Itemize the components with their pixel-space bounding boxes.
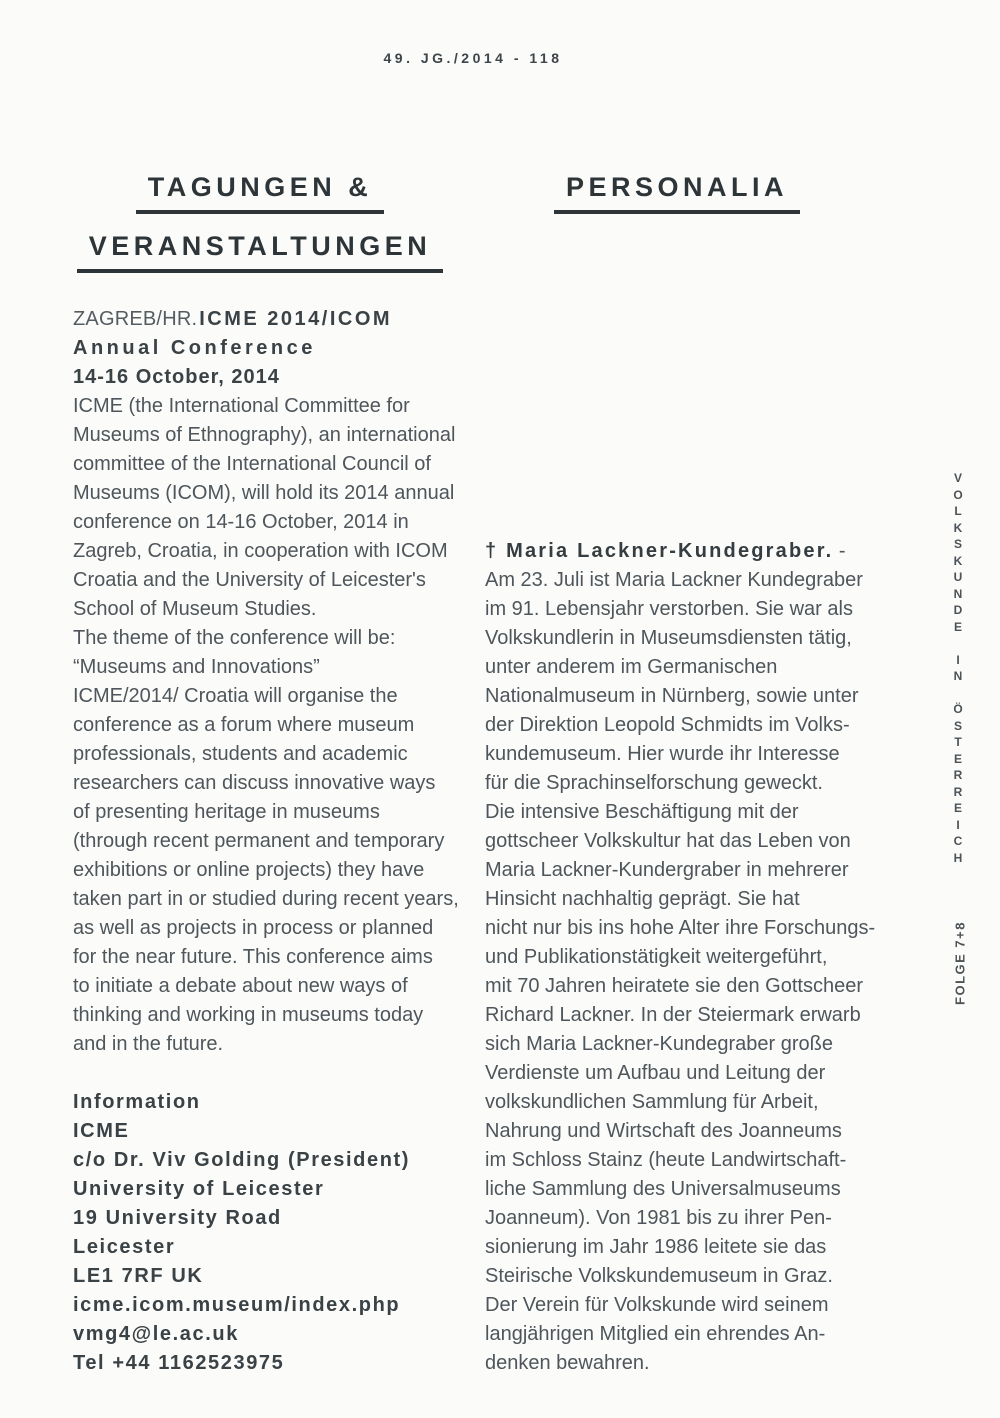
margin-folge-label: FOLGE 7+8: [952, 921, 968, 1005]
body-line: ICME (the International Committee for: [73, 395, 410, 417]
body-line: “Museums and Innovations”: [73, 656, 320, 678]
body-line: und Publikationstätigkeit weitergeführt,: [485, 946, 828, 968]
contact-info-line: vmg4@le.ac.uk: [73, 1323, 239, 1345]
article-body: [73, 392, 473, 1059]
body-line: sich Maria Lackner-Kundegraber große: [485, 1033, 833, 1055]
margin-letter: S: [953, 718, 962, 733]
margin-letter: S: [953, 537, 962, 551]
contact-info-line: ICME: [73, 1120, 130, 1142]
body-line: Volkskundlerin in Museumsdiensten tätig,: [485, 627, 852, 649]
margin-letter: I: [956, 652, 960, 667]
heading-line: [542, 172, 812, 214]
obituary-title-line: [485, 537, 885, 566]
contact-info-line: University of Leicester: [73, 1178, 325, 1200]
body-line: kundemuseum. Hier wurde ihr Interesse: [485, 743, 840, 765]
body-line: Nahrung und Wirtschaft des Joanneums: [485, 1120, 842, 1142]
body-line: to initiate a debate about new ways of: [73, 975, 408, 997]
heading-tagungen-line2: VERANSTALTUNGEN: [77, 231, 444, 273]
body-line: Am 23. Juli ist Maria Lackner Kundegraber: [485, 569, 863, 591]
body-line: der Direktion Leopold Schmidts im Volks-: [485, 714, 850, 736]
paragraph-gap: [73, 1059, 473, 1088]
margin-letter: K: [953, 553, 963, 568]
body-line: of presenting heritage in museums: [73, 801, 380, 823]
body-line: Museums of Ethnography), an international: [73, 424, 456, 446]
margin-letter: T: [954, 735, 962, 749]
body-line: unter anderem im Germanischen: [485, 656, 778, 678]
margin-letter: R: [953, 784, 963, 799]
body-line: and in the future.: [73, 1033, 224, 1055]
body-line: für die Sprachinselforschung geweckt.: [485, 772, 823, 794]
body-line: volkskundlichen Sammlung für Arbeit,: [485, 1091, 819, 1113]
heading-personalia: PERSONALIA: [554, 172, 800, 214]
margin-letter: I: [956, 817, 960, 832]
margin-letter: L: [954, 504, 962, 518]
contact-info-line: Tel +44 1162523975: [73, 1352, 285, 1374]
body-line: researchers can discuss innovative ways: [73, 772, 436, 794]
body-line: conference on 14-16 October, 2014 in: [73, 511, 409, 533]
body-line: liche Sammlung des Universalmuseums: [485, 1178, 841, 1200]
body-line: (through recent permanent and temporary: [73, 830, 445, 852]
body-line: im Schloss Stainz (heute Landwirtschaft-: [485, 1149, 847, 1171]
article-subtitle: Annual Conference: [73, 337, 316, 359]
contact-info-line: c/o Dr. Viv Golding (President): [73, 1149, 411, 1171]
margin-letter: V: [953, 471, 962, 485]
margin-letter: [944, 685, 972, 702]
contact-info-line: 19 University Road: [73, 1207, 282, 1229]
obituary-title-dash: -: [833, 540, 846, 562]
body-line: gottscheer Volkskultur hat das Leben von: [485, 830, 851, 852]
margin-letter: E: [953, 801, 962, 815]
margin-letter: N: [953, 586, 963, 601]
article-title: ICME 2014/ICOM: [199, 308, 393, 330]
obituary-body: [485, 566, 885, 1378]
body-line: langjährigen Mitglied ein ehrendes An-: [485, 1323, 826, 1345]
body-line: Steirische Volkskundemuseum in Graz.: [485, 1265, 833, 1287]
body-line: conference as a forum where museum: [73, 714, 415, 736]
margin-letter: [944, 635, 972, 652]
margin-letter: E: [953, 619, 962, 634]
body-line: professionals, students and academic: [73, 743, 408, 765]
margin-letter: D: [953, 603, 963, 617]
contact-info-block: [73, 1088, 473, 1378]
body-line: Der Verein für Volkskunde wird seinem: [485, 1294, 829, 1316]
body-line: Nationalmuseum in Nürnberg, sowie unter: [485, 685, 859, 707]
body-line: exhibitions or online projects) they have: [73, 859, 425, 881]
body-line: Die intensive Beschäftigung mit der: [485, 801, 799, 823]
section-heading-tagungen: [60, 172, 460, 290]
margin-letter: U: [953, 570, 963, 584]
body-line: mit 70 Jahren heiratete sie den Gottscheer: [485, 975, 863, 997]
obituary-title: † Maria Lackner-Kundegraber.: [485, 540, 834, 562]
body-line: as well as projects in process or planned: [73, 917, 434, 939]
margin-letter: Ö: [953, 702, 963, 716]
body-line: sionierung im Jahr 1986 leitete sie das: [485, 1236, 827, 1258]
heading-line: [60, 231, 460, 273]
article-icme-conference: [73, 305, 473, 1378]
article-title-line: [73, 305, 473, 334]
article-obituary: [485, 537, 885, 1378]
margin-letter: R: [953, 768, 963, 782]
contact-info-line: icme.icom.museum/index.php: [73, 1294, 401, 1316]
heading-line: [60, 172, 460, 214]
article-date: 14-16 October, 2014: [73, 366, 280, 388]
body-line: Museums (ICOM), will hold its 2014 annual: [73, 482, 455, 504]
body-line: committee of the International Council of: [73, 453, 431, 475]
body-line: Hinsicht nachhaltig geprägt. Sie hat: [485, 888, 800, 910]
body-line: Verdienste um Aufbau und Leitung der: [485, 1062, 826, 1084]
body-line: nicht nur bis ins hohe Alter ihre Forschungs-: [485, 917, 876, 939]
body-line: Richard Lackner. In der Steiermark erwarb: [485, 1004, 861, 1026]
body-line: Zagreb, Croatia, in cooperation with ICOM: [73, 540, 448, 562]
margin-letter: C: [953, 834, 963, 848]
contact-info-line: Information: [73, 1091, 201, 1113]
margin-letter: H: [953, 850, 963, 865]
margin-letter: E: [953, 751, 962, 766]
contact-info-line: LE1 7RF UK: [73, 1265, 204, 1287]
margin-letter: O: [953, 487, 963, 502]
body-line: ICME/2014/ Croatia will organise the: [73, 685, 398, 707]
body-line: The theme of the conference will be:: [73, 627, 396, 649]
body-line: School of Museum Studies.: [73, 598, 317, 620]
margin-letter: K: [953, 520, 963, 535]
margin-series-title: [944, 470, 972, 866]
article-kicker: ZAGREB/HR.: [73, 308, 198, 330]
margin-letter: N: [953, 669, 963, 683]
body-line: Croatia and the University of Leicester's: [73, 569, 426, 591]
heading-tagungen-line1: TAGUNGEN &: [136, 172, 385, 214]
body-line: for the near future. This conference aims: [73, 946, 433, 968]
contact-info-line: Leicester: [73, 1236, 176, 1258]
body-line: Joanneum). Von 1981 bis zu ihrer Pen-: [485, 1207, 832, 1229]
body-line: denken bewahren.: [485, 1352, 650, 1374]
page-header-issue: 49. JG./2014 - 118: [383, 50, 563, 66]
body-line: im 91. Lebensjahr verstorben. Sie war als: [485, 598, 853, 620]
body-line: Maria Lackner-Kundergraber in mehrerer: [485, 859, 849, 881]
body-line: taken part in or studied during recent years,: [73, 888, 459, 910]
body-line: thinking and working in museums today: [73, 1004, 424, 1026]
section-heading-personalia: [542, 172, 812, 231]
